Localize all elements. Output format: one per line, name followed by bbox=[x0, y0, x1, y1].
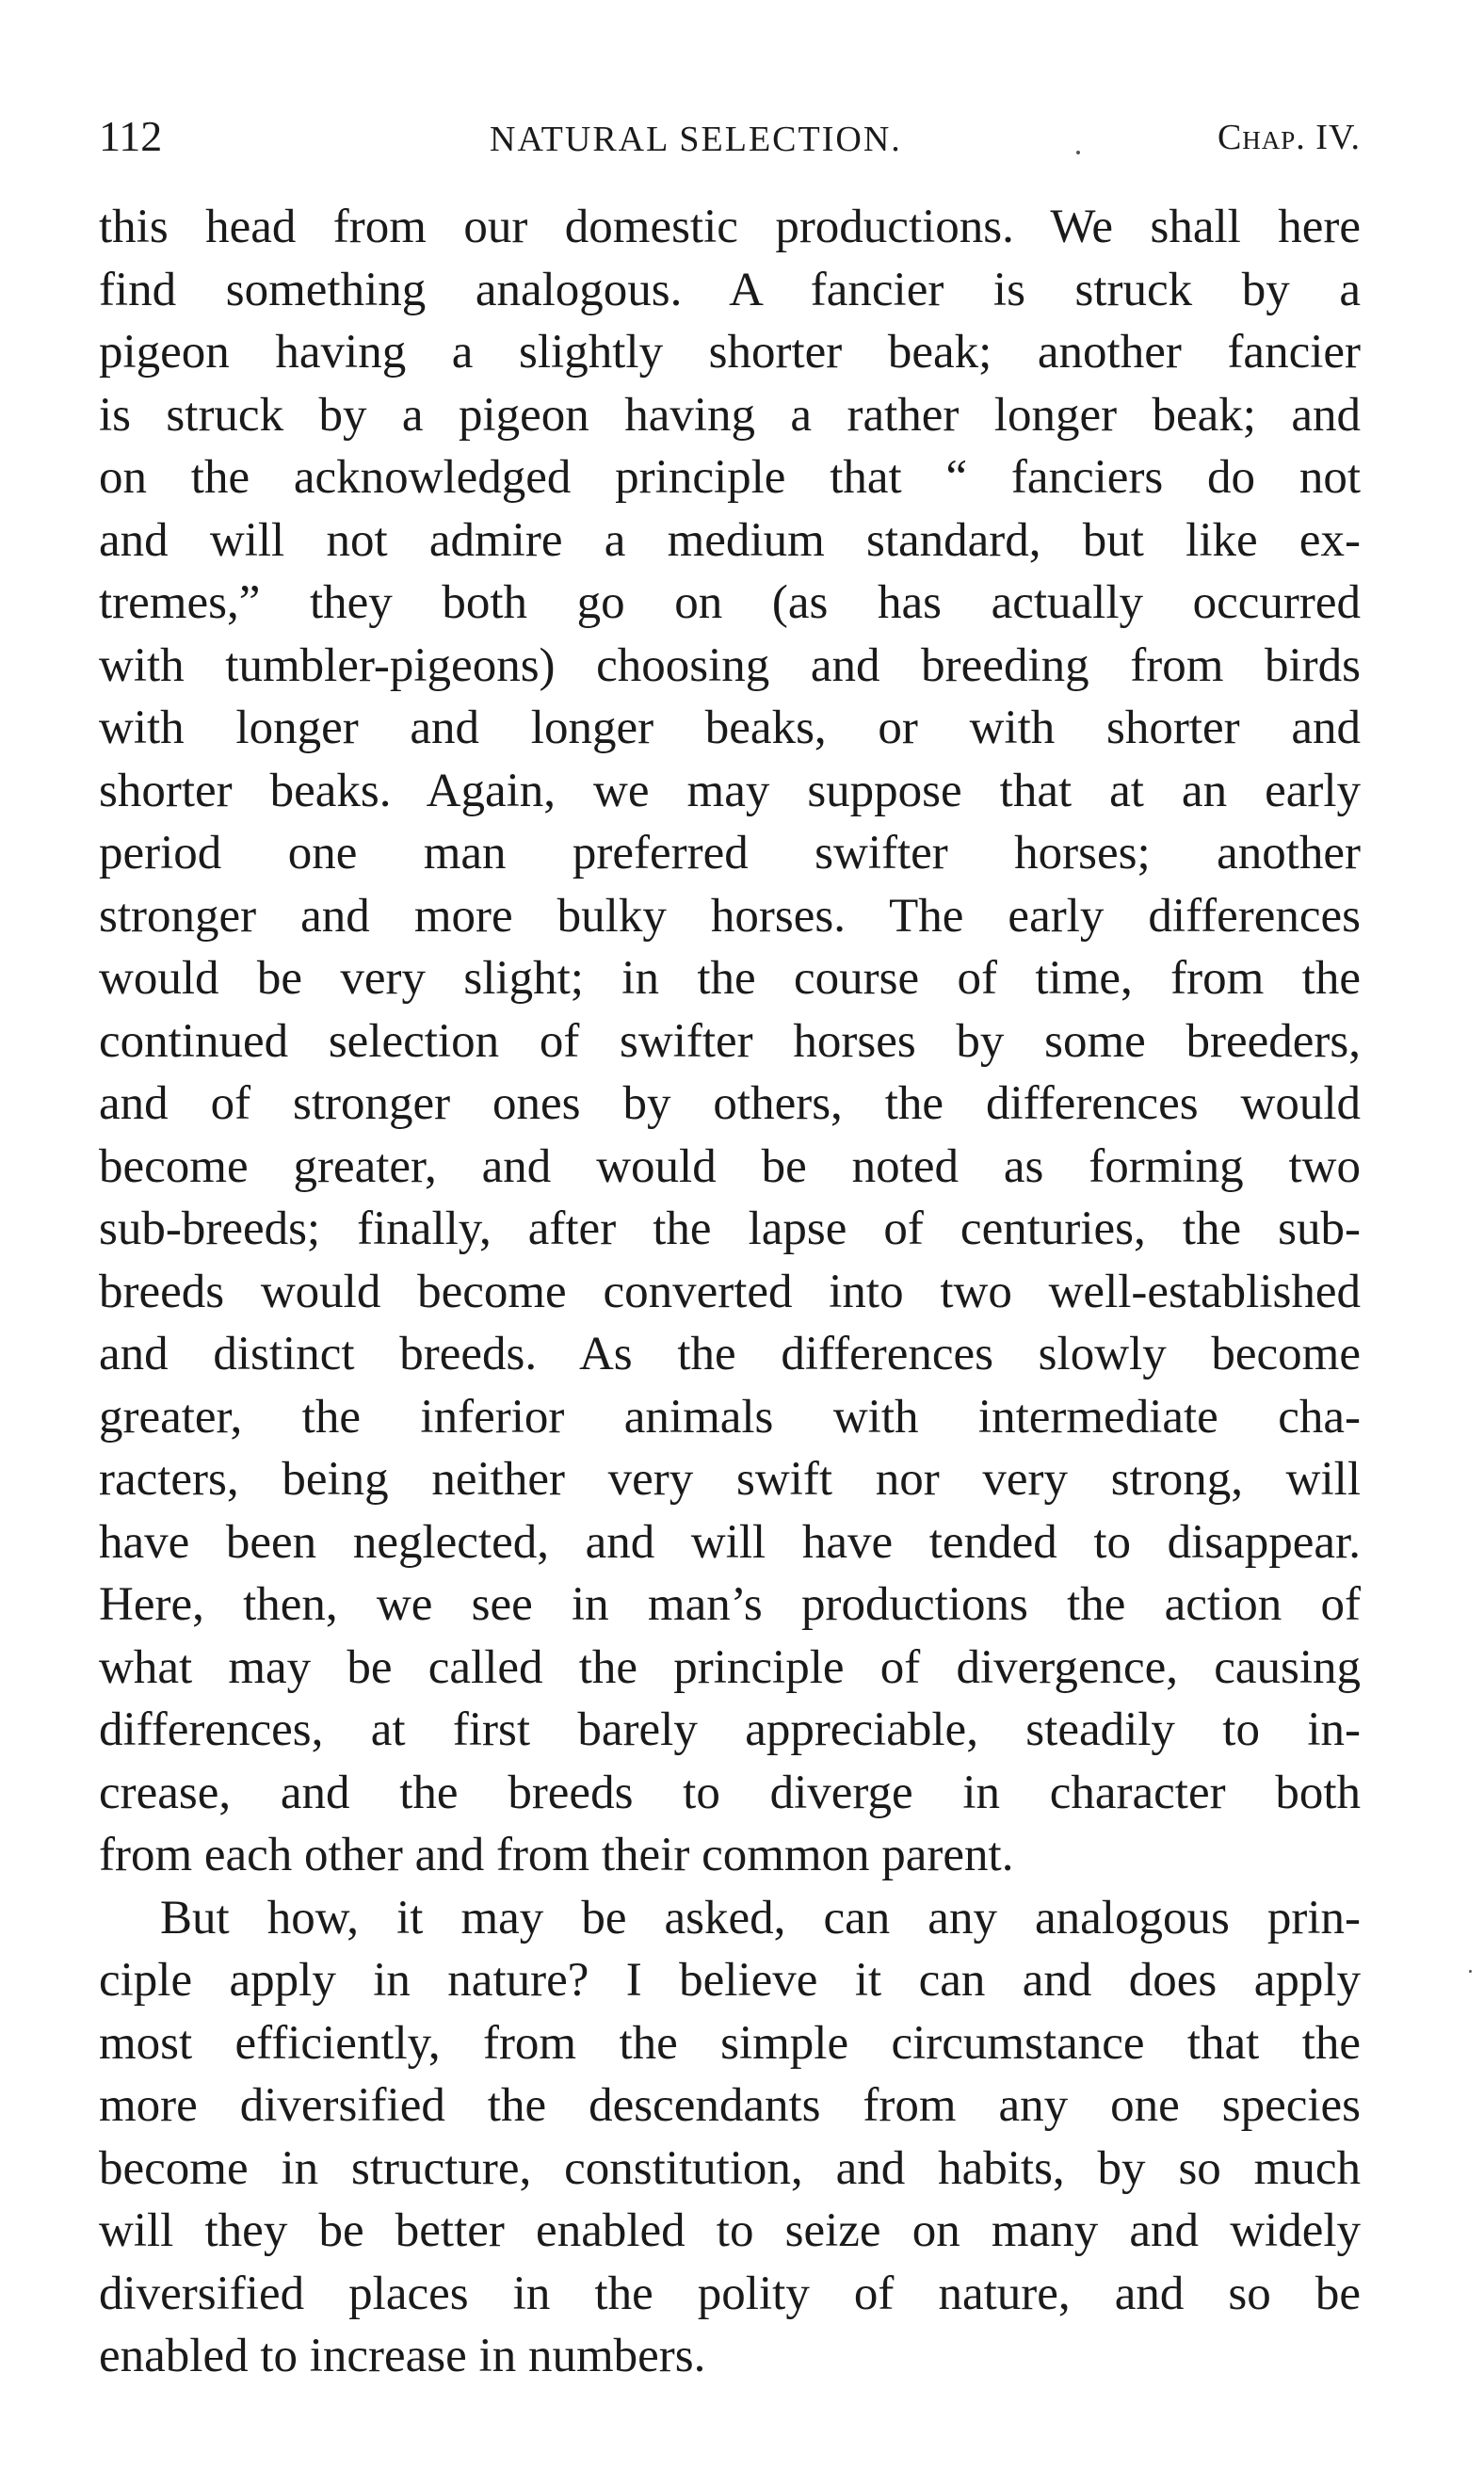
text-line: But how, it may be asked, can any analogous prin- bbox=[160, 1891, 1361, 1944]
text-line: from each other and from their common parent. bbox=[99, 1829, 1014, 1881]
text-line: differences, at first barely appreciable, steadily to in- bbox=[99, 1703, 1361, 1756]
text-line: find something analogous. A fancier is struck by a bbox=[99, 263, 1361, 316]
text-line: pigeon having a slightly shorter beak; another fancier bbox=[99, 326, 1361, 379]
text-line: stronger and more bulky horses. The early differences bbox=[99, 889, 1361, 943]
text-line: have been neglected, and will have tended to disappear. bbox=[99, 1515, 1361, 1569]
text-line: continued selection of swifter horses by some breeders, bbox=[99, 1014, 1361, 1068]
text-line: shorter beaks. Again, we may suppose that at an early bbox=[99, 764, 1361, 817]
text-line: greater, the inferior animals with intermediate cha- bbox=[99, 1390, 1361, 1444]
page-number: 112 bbox=[99, 112, 163, 160]
chapter-label: Chap. IV. bbox=[1217, 118, 1361, 157]
text-line: sub-breeds; finally, after the lapse of centuries, the sub- bbox=[99, 1202, 1361, 1255]
text-line: ciple apply in nature? I believe it can and does apply bbox=[99, 1954, 1361, 2007]
text-line: with longer and longer beaks, or with shorter and bbox=[99, 702, 1361, 754]
body-text bbox=[99, 196, 1361, 2388]
text-line: what may be called the principle of divergence, causing bbox=[99, 1640, 1361, 1694]
text-line: enabled to increase in numbers. bbox=[99, 2330, 706, 2382]
text-line: period one man preferred swifter horses; another bbox=[99, 827, 1361, 879]
print-speck bbox=[1469, 1970, 1472, 1973]
text-line: more diversified the descendants from any one species bbox=[99, 2079, 1361, 2132]
text-line: and distinct breeds. As the differences slowly become bbox=[99, 1328, 1361, 1380]
text-line: would be very slight; in the course of time, from the bbox=[99, 952, 1361, 1005]
text-line: most efficiently, from the simple circumstance that the bbox=[99, 2016, 1361, 2070]
text-line: on the acknowledged principle that “ fanciers do not bbox=[99, 451, 1361, 504]
text-line: and will not admire a medium standard, but like ex- bbox=[99, 513, 1361, 567]
text-line: become greater, and would be noted as forming two bbox=[99, 1139, 1361, 1193]
text-line: with tumbler-pigeons) choosing and breeding from birds bbox=[99, 638, 1361, 692]
print-speck bbox=[1076, 151, 1080, 154]
text-line: breeds would become converted into two well-established bbox=[99, 1265, 1361, 1318]
text-line: crease, and the breeds to diverge in character both bbox=[99, 1766, 1361, 1819]
page-header bbox=[99, 111, 1361, 168]
text-line: is struck by a pigeon having a rather longer beak; and bbox=[99, 388, 1361, 442]
text-line: become in structure, constitution, and habits, by so much bbox=[99, 2141, 1361, 2195]
text-line: diversified places in the polity of nature, and so be bbox=[99, 2267, 1361, 2320]
paragraph-2 bbox=[99, 1887, 1361, 2388]
text-line: Here, then, we see in man’s productions the action of bbox=[99, 1578, 1361, 1631]
text-line: and of stronger ones by others, the differences would bbox=[99, 1077, 1361, 1130]
text-line: racters, being neither very swift nor very strong, will bbox=[99, 1453, 1361, 1506]
paragraph-1 bbox=[99, 196, 1361, 1887]
running-title: NATURAL SELECTION. bbox=[490, 120, 902, 159]
text-line: tremes,” they both go on (as has actually occurred bbox=[99, 576, 1361, 629]
text-line: this head from our domestic productions. We shall here bbox=[99, 201, 1361, 253]
text-line: will they be better enabled to seize on many and widely bbox=[99, 2204, 1361, 2257]
